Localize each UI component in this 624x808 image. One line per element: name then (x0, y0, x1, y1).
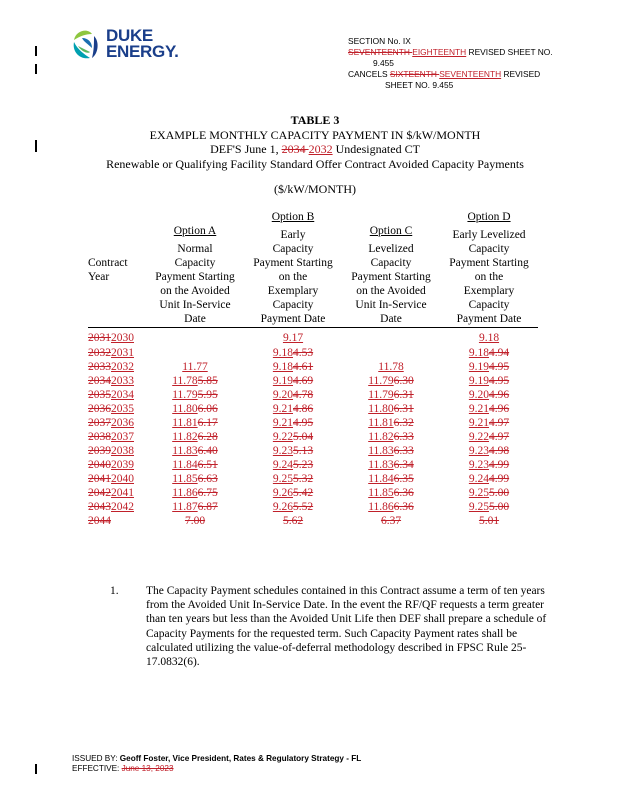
issued-by (72, 754, 361, 764)
value-deleted: 5.00 (489, 501, 510, 513)
year-deleted: 2042 (88, 487, 111, 499)
revision-line (348, 47, 553, 58)
option-title: Option B (271, 211, 315, 223)
contract-year-cell (88, 360, 146, 374)
option-d-value-cell (440, 500, 538, 514)
subheading-prefix: DEF'S June 1, (210, 142, 282, 156)
year-inserted: 2035 (111, 403, 134, 415)
year-deleted: 2031 (88, 332, 111, 344)
table-row (88, 514, 538, 528)
cancels-line (348, 69, 553, 80)
year-inserted: 2031 (111, 347, 134, 359)
revision-bar (35, 140, 37, 152)
option-desc-line: Exemplary (267, 285, 319, 297)
year-inserted: 2034 (111, 389, 134, 401)
year-inserted: 2030 (111, 332, 134, 344)
value-deleted: 5.85 (197, 375, 218, 387)
value-deleted: 5.23 (293, 459, 314, 471)
option-c-value-cell (342, 500, 440, 514)
option-a-value-cell (146, 430, 244, 444)
option-c-value-cell (342, 486, 440, 500)
option-desc-line: on the Avoided (160, 285, 230, 297)
table-row (88, 416, 538, 430)
sheet-header (348, 36, 553, 91)
year-deleted: 2044 (88, 515, 111, 527)
value-deleted: 5.62 (282, 515, 304, 527)
option-b-value-cell (244, 472, 342, 486)
value-inserted: 11.84 (368, 473, 394, 485)
option-c-value-cell (342, 388, 440, 402)
option-a-header (146, 210, 244, 328)
value-deleted: 6.87 (197, 501, 218, 513)
year-deleted: 2032 (88, 347, 111, 359)
contract-year-header (88, 210, 146, 328)
value-inserted: 11.85 (368, 487, 394, 499)
contract-year-cell (88, 374, 146, 388)
option-desc-line: Capacity (468, 243, 510, 255)
option-d-value-cell (440, 402, 538, 416)
value-inserted: 11.80 (368, 403, 394, 415)
year-inserted: 2036 (111, 417, 134, 429)
subheading-inserted: 2032 (308, 142, 333, 156)
page-footer (72, 754, 361, 774)
value-inserted: 11.79 (172, 389, 198, 401)
value-deleted: 6.40 (197, 445, 218, 457)
year-deleted: 2039 (88, 445, 111, 457)
value-deleted: 4.95 (293, 417, 314, 429)
effective-deleted: June 13, 2023 (121, 764, 174, 773)
option-desc-line: Payment Date (456, 313, 522, 325)
value-inserted: 9.19 (272, 375, 293, 387)
logo-wordmark (106, 28, 179, 60)
option-a-value-cell (146, 514, 244, 528)
value-inserted: 11.78 (172, 375, 198, 387)
value-inserted: 11.86 (368, 501, 394, 513)
year-inserted: 2042 (111, 501, 134, 513)
contract-year-cell (88, 388, 146, 402)
year-deleted: 2038 (88, 431, 111, 443)
table-row (88, 444, 538, 458)
value-inserted: 11.83 (172, 445, 198, 457)
option-b-value-cell (244, 360, 342, 374)
value-inserted: 11.85 (172, 473, 198, 485)
value-deleted: 6.06 (197, 403, 218, 415)
issued-label: ISSUED BY: (72, 754, 120, 763)
option-desc-line: Payment Starting (449, 257, 529, 269)
option-c-value-cell (342, 328, 440, 347)
value-inserted: 11.84 (172, 459, 198, 471)
option-c-value-cell (342, 346, 440, 360)
contract-year-cell (88, 472, 146, 486)
section-number: SECTION No. IX (348, 36, 411, 46)
option-a-value-cell (146, 328, 244, 347)
value-deleted: 5.04 (293, 431, 314, 443)
year-deleted: 2041 (88, 473, 111, 485)
value-inserted: 11.81 (172, 417, 198, 429)
value-inserted: 9.18 (272, 361, 293, 373)
value-deleted: 5.52 (293, 501, 314, 513)
footnote-number: 1. (110, 585, 119, 597)
effective-label: EFFECTIVE: (72, 764, 122, 773)
option-b-value-cell (244, 458, 342, 472)
value-inserted: 11.81 (368, 417, 394, 429)
value-deleted: 6.17 (197, 417, 218, 429)
value-deleted: 4.53 (293, 347, 314, 359)
option-d-value-cell (440, 486, 538, 500)
option-desc-line: Capacity (272, 243, 314, 255)
option-desc-line: Payment Starting (351, 271, 431, 283)
option-d-value-cell (440, 360, 538, 374)
option-d-value-cell (440, 514, 538, 528)
table-description: Renewable or Qualifying Facility Standard Offer Contract Avoided Capacity Payments (106, 156, 524, 171)
value-deleted: 6.28 (197, 431, 218, 443)
table-row (88, 486, 538, 500)
option-c-value-cell (342, 444, 440, 458)
value-inserted: 9.23 (272, 445, 293, 457)
issued-value: Geoff Foster, Vice President, Rates & Regulatory Strategy - FL (119, 754, 362, 763)
contract-year-cell (88, 416, 146, 430)
value-deleted: 6.51 (197, 459, 218, 471)
value-inserted: 9.21 (272, 417, 293, 429)
effective-date (72, 764, 361, 774)
option-b-value-cell (244, 328, 342, 347)
option-b-value-cell (244, 486, 342, 500)
value-inserted: 9.25 (468, 487, 489, 499)
value-inserted: 9.18 (272, 347, 293, 359)
value-inserted: 9.21 (468, 403, 489, 415)
year-inserted: 2039 (111, 459, 134, 471)
contract-year-cell (88, 500, 146, 514)
table-row (88, 430, 538, 444)
option-desc-line: Early (280, 229, 306, 241)
capacity-payment-table (88, 210, 538, 528)
value-deleted: 6.35 (393, 473, 414, 485)
value-deleted: 6.33 (393, 431, 414, 443)
option-b-value-cell (244, 500, 342, 514)
value-inserted: 11.79 (368, 375, 394, 387)
option-desc-line: Early Levelized (452, 229, 526, 241)
value-deleted: 4.69 (293, 375, 314, 387)
subheading-suffix: Undesignated CT (332, 142, 420, 156)
value-deleted: 4.94 (489, 347, 510, 359)
header-line: Contract (88, 257, 128, 269)
value-deleted: 5.32 (293, 473, 314, 485)
cancels-prefix: CANCELS (348, 69, 390, 79)
value-deleted: 7.00 (184, 515, 206, 527)
table-subheading (60, 142, 570, 157)
table-title-block (60, 113, 570, 171)
option-d-value-cell (440, 444, 538, 458)
units-label: ($/kW/MONTH) (274, 182, 356, 196)
value-deleted: 9.18 (478, 332, 500, 344)
option-desc-line: Payment Starting (253, 257, 333, 269)
revision-bar (35, 46, 37, 56)
table-row (88, 500, 538, 514)
option-c-value-cell (342, 430, 440, 444)
table-row (88, 328, 538, 347)
year-inserted: 2038 (111, 445, 134, 457)
option-desc-line: Exemplary (463, 285, 515, 297)
option-desc-line: Capacity (370, 257, 412, 269)
option-c-header (342, 210, 440, 328)
value-deleted: 6.31 (393, 389, 414, 401)
option-desc-line: Unit In-Service (159, 299, 231, 311)
option-a-value-cell (146, 458, 244, 472)
option-c-value-cell (342, 472, 440, 486)
table-row (88, 402, 538, 416)
value-deleted: 4.96 (489, 403, 510, 415)
value-deleted: 6.75 (197, 487, 218, 499)
table-row (88, 388, 538, 402)
year-inserted: 2040 (111, 473, 134, 485)
contract-year-cell (88, 458, 146, 472)
value-inserted: 9.23 (468, 445, 489, 457)
value-inserted: 11.80 (172, 403, 198, 415)
option-desc-line: Date (380, 313, 402, 325)
value-deleted: 6.37 (380, 515, 402, 527)
option-c-value-cell (342, 416, 440, 430)
value-deleted: 6.32 (393, 417, 414, 429)
table-number: TABLE 3 (290, 113, 340, 127)
value-deleted: 5.00 (489, 487, 510, 499)
option-desc-line: Capacity (272, 299, 314, 311)
value-inserted: 9.25 (468, 501, 489, 513)
option-d-value-cell (440, 472, 538, 486)
value-deleted: 4.98 (489, 445, 510, 457)
revision-deleted: SEVENTEENTH (348, 47, 413, 57)
value-inserted: 9.25 (272, 473, 293, 485)
option-d-value-cell (440, 388, 538, 402)
value-deleted: 5.42 (293, 487, 314, 499)
option-desc-line: Normal (177, 243, 213, 255)
value-deleted: 6.36 (393, 501, 414, 513)
value-deleted: 5.01 (478, 515, 500, 527)
option-d-value-cell (440, 328, 538, 347)
option-desc-line: on the (474, 271, 504, 283)
option-c-value-cell (342, 374, 440, 388)
value-inserted: 11.87 (172, 501, 198, 513)
revision-bar (35, 764, 37, 774)
contract-year-cell (88, 486, 146, 500)
value-inserted: 11.83 (368, 459, 394, 471)
cancels-deleted: SIXTEENTH (389, 69, 440, 79)
value-deleted: 6.33 (393, 445, 414, 457)
option-a-value-cell (146, 472, 244, 486)
table-row (88, 346, 538, 360)
revision-inserted: EIGHTEENTH (412, 47, 467, 57)
value-deleted: 4.86 (293, 403, 314, 415)
option-b-value-cell (244, 514, 342, 528)
revision-suffix: REVISED SHEET NO. (466, 47, 553, 57)
value-deleted: 6.63 (197, 473, 218, 485)
table-header-row (88, 210, 538, 328)
value-inserted: 11.79 (368, 389, 394, 401)
option-title: Option A (173, 225, 217, 237)
value-inserted: 9.24 (272, 459, 293, 471)
value-inserted: 9.26 (272, 487, 293, 499)
value-deleted: 4.61 (293, 361, 314, 373)
subheading-deleted: 2034 (281, 142, 309, 156)
value-deleted: 6.31 (393, 403, 414, 415)
option-desc-line: Capacity (468, 299, 510, 311)
option-a-value-cell (146, 402, 244, 416)
year-deleted: 2034 (88, 375, 111, 387)
option-a-value-cell (146, 374, 244, 388)
cancels-sheet: SHEET NO. 9.455 (385, 80, 454, 90)
value-inserted: 9.21 (468, 417, 489, 429)
value-inserted: 9.19 (468, 375, 489, 387)
option-desc-line: Capacity (174, 257, 216, 269)
value-deleted: 4.96 (489, 389, 510, 401)
contract-year-cell (88, 514, 146, 528)
value-inserted: 9.24 (468, 473, 489, 485)
option-d-value-cell (440, 374, 538, 388)
table-row (88, 374, 538, 388)
option-desc-line: Levelized (368, 243, 414, 255)
value-inserted: 11.77 (182, 361, 208, 373)
value-inserted: 9.20 (468, 389, 489, 401)
value-deleted: 9.17 (282, 332, 304, 344)
option-a-value-cell (146, 360, 244, 374)
option-a-value-cell (146, 346, 244, 360)
contract-year-cell (88, 444, 146, 458)
contract-year-cell (88, 328, 146, 347)
option-d-value-cell (440, 416, 538, 430)
option-b-header (244, 210, 342, 328)
option-desc-line: on the (278, 271, 308, 283)
option-a-value-cell (146, 388, 244, 402)
value-deleted: 4.99 (489, 473, 510, 485)
option-b-value-cell (244, 416, 342, 430)
value-deleted: 4.99 (489, 459, 510, 471)
option-desc-line: Date (184, 313, 206, 325)
value-inserted: 9.18 (468, 347, 489, 359)
value-inserted: 9.21 (272, 403, 293, 415)
value-deleted: 4.95 (489, 361, 510, 373)
header-line: Year (88, 271, 110, 283)
footnote-text: The Capacity Payment schedules contained in this Contract assume a term of ten years from the Avoided Unit In-Service Date. In the event the RF/QF requests a term greater than ten years but less than the Avoided Unit Life then DEF shall prepare a schedule of Capacity Payments for the requested term. Such Capacity Payment rates shall be calculated utilizing the value-of-deferral methodology described in FPSC Rule 25-17.0832(6). (146, 585, 547, 669)
option-d-header (440, 210, 538, 328)
option-d-value-cell (440, 458, 538, 472)
option-b-value-cell (244, 430, 342, 444)
sheet-number: 9.455 (373, 58, 394, 68)
option-d-value-cell (440, 430, 538, 444)
table-row (88, 472, 538, 486)
contract-year-cell (88, 402, 146, 416)
year-deleted: 2036 (88, 403, 111, 415)
option-c-value-cell (342, 360, 440, 374)
option-desc-line: Payment Starting (155, 271, 235, 283)
option-desc-line: Payment Date (260, 313, 326, 325)
option-b-value-cell (244, 374, 342, 388)
revision-bar (35, 64, 37, 74)
year-inserted: 2041 (111, 487, 134, 499)
option-a-value-cell (146, 444, 244, 458)
value-inserted: 11.83 (368, 445, 394, 457)
table-heading: EXAMPLE MONTHLY CAPACITY PAYMENT IN $/kW/MONTH (149, 127, 481, 142)
year-inserted: 2037 (111, 431, 134, 443)
value-inserted: 9.22 (272, 431, 293, 443)
option-a-value-cell (146, 416, 244, 430)
contract-year-cell (88, 430, 146, 444)
option-b-value-cell (244, 444, 342, 458)
value-deleted: 5.13 (293, 445, 314, 457)
option-b-value-cell (244, 388, 342, 402)
year-inserted: 2033 (111, 375, 134, 387)
option-d-value-cell (440, 346, 538, 360)
value-deleted: 6.36 (393, 487, 414, 499)
year-deleted: 2040 (88, 459, 111, 471)
value-inserted: 11.78 (378, 361, 404, 373)
contract-year-cell (88, 346, 146, 360)
logo-line-1: DUKE (106, 26, 153, 45)
option-title: Option D (467, 211, 511, 223)
value-inserted: 11.86 (172, 487, 198, 499)
table-row (88, 360, 538, 374)
year-deleted: 2043 (88, 501, 111, 513)
option-desc-line: on the Avoided (356, 285, 426, 297)
value-deleted: 4.95 (489, 375, 510, 387)
value-inserted: 9.22 (468, 431, 489, 443)
option-b-value-cell (244, 346, 342, 360)
option-title: Option C (369, 225, 413, 237)
value-inserted: 9.23 (468, 459, 489, 471)
option-b-value-cell (244, 402, 342, 416)
value-inserted: 11.82 (172, 431, 198, 443)
value-deleted: 4.78 (293, 389, 314, 401)
table-row (88, 458, 538, 472)
option-c-value-cell (342, 514, 440, 528)
cancels-inserted: SEVENTEENTH (439, 69, 502, 79)
year-deleted: 2035 (88, 389, 111, 401)
option-c-value-cell (342, 458, 440, 472)
value-deleted: 6.30 (393, 375, 414, 387)
logo-line-2: ENERGY (106, 42, 175, 61)
value-deleted: 5.95 (197, 389, 218, 401)
year-inserted: 2032 (111, 361, 134, 373)
value-inserted: 9.26 (272, 501, 293, 513)
option-c-value-cell (342, 402, 440, 416)
year-deleted: 2033 (88, 361, 111, 373)
year-deleted: 2037 (88, 417, 111, 429)
value-deleted: 6.34 (393, 459, 414, 471)
value-inserted: 9.19 (468, 361, 489, 373)
option-desc-line: Unit In-Service (355, 299, 427, 311)
option-a-value-cell (146, 486, 244, 500)
value-inserted: 9.20 (272, 389, 293, 401)
option-a-value-cell (146, 500, 244, 514)
table-body (88, 328, 538, 529)
value-deleted: 4.97 (489, 417, 510, 429)
cancels-suffix: REVISED (501, 69, 541, 79)
logo-mark: . (174, 42, 179, 61)
value-deleted: 4.97 (489, 431, 510, 443)
value-inserted: 11.82 (368, 431, 394, 443)
